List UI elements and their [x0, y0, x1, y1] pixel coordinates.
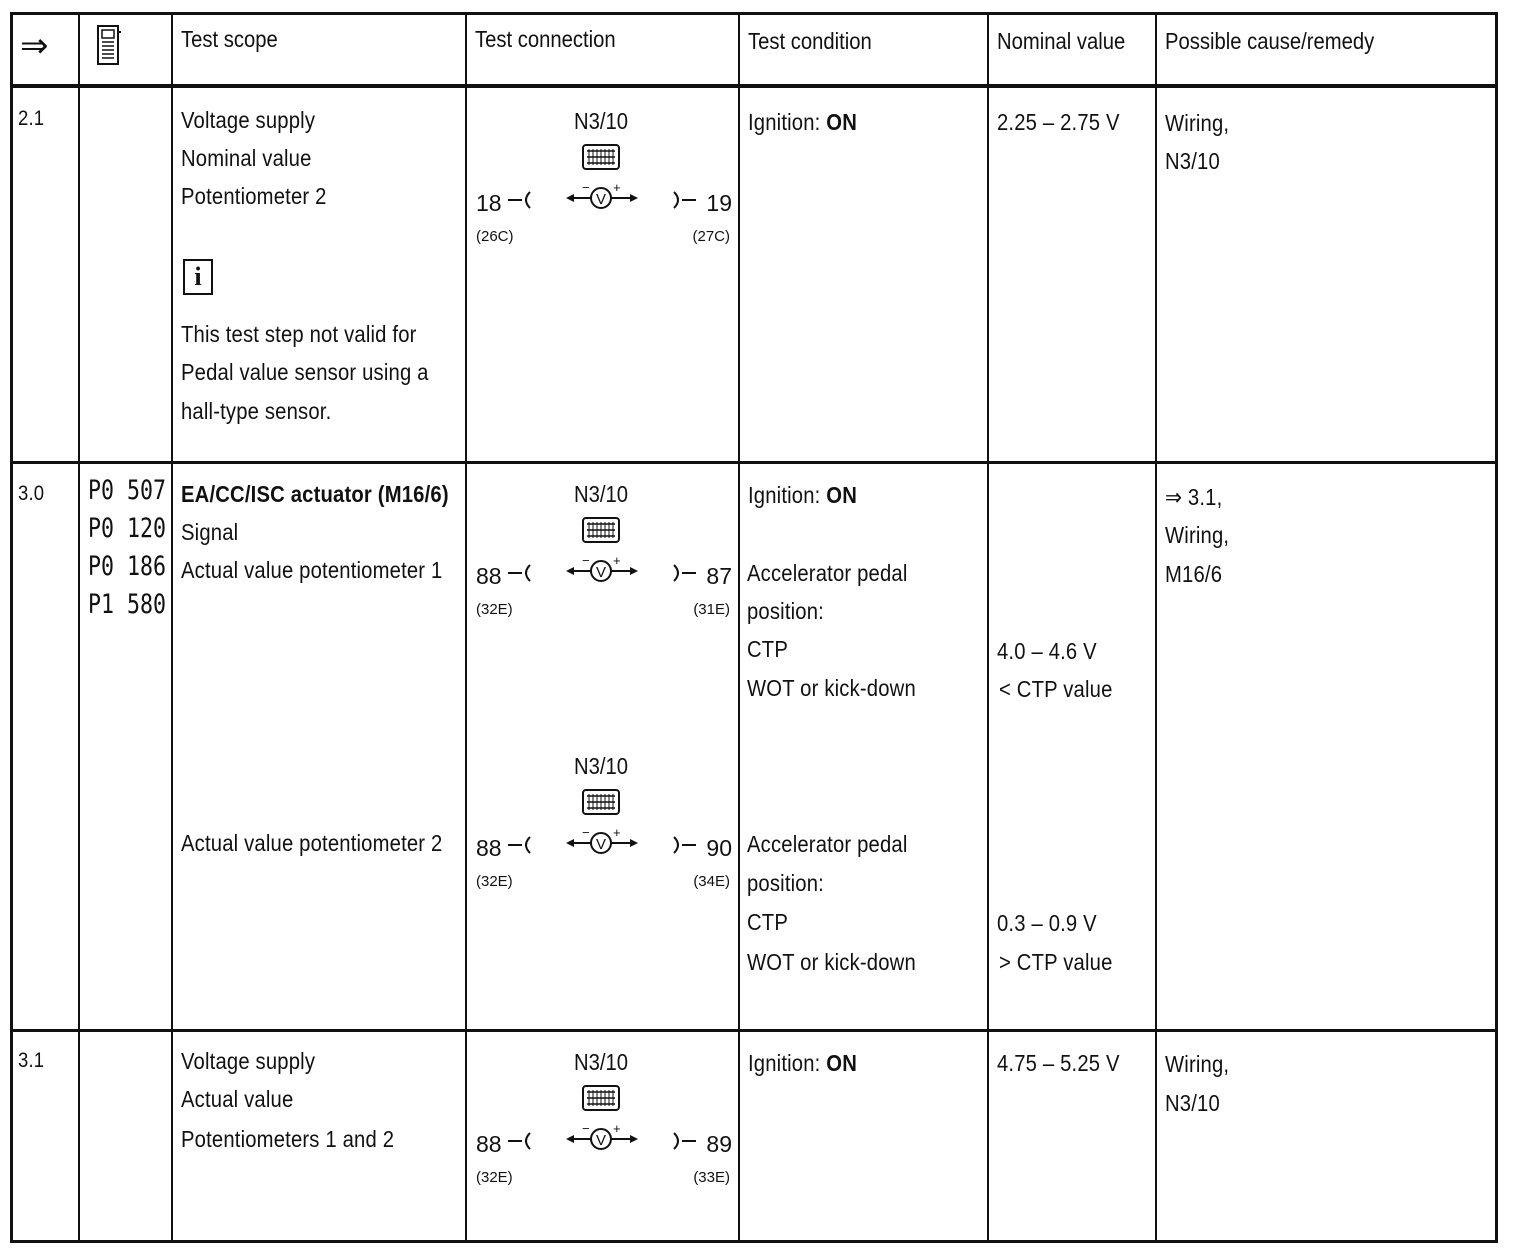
note-line: hall-type sensor. — [181, 398, 332, 424]
info-icon: i — [183, 259, 213, 295]
nominal-value: 0.3 – 0.9 V — [997, 910, 1097, 936]
condition-line: WOT or kick-down — [747, 675, 916, 701]
svg-text:V: V — [596, 191, 607, 208]
condition-line: CTP — [747, 909, 789, 935]
pin-left-sub: (32E) — [476, 873, 513, 890]
pin-right: 89 — [706, 1131, 732, 1157]
connection-diagram — [470, 481, 732, 621]
step-number: 2.1 — [18, 107, 45, 130]
pin-right: 19 — [706, 190, 732, 216]
cause-line: M16/6 — [1165, 561, 1223, 587]
pin-right-sub: (27C) — [692, 228, 730, 245]
pin-left: 18 — [476, 190, 502, 216]
svg-text:−: − — [582, 825, 590, 840]
svg-text:+: + — [613, 553, 621, 568]
pin-right-sub: (33E) — [693, 1169, 730, 1186]
svg-text:−: − — [582, 180, 590, 195]
cause-line: N3/10 — [1165, 148, 1220, 174]
row-divider — [10, 461, 1498, 464]
scope-line: Potentiometers 1 and 2 — [181, 1126, 395, 1152]
scope-line: Actual value — [181, 1086, 294, 1112]
nominal-value: < CTP value — [999, 676, 1113, 702]
voltmeter-icon — [470, 1049, 732, 1189]
cause-line: Wiring, — [1165, 110, 1230, 136]
cause-line: N3/10 — [1165, 1090, 1220, 1116]
condition-line: CTP — [747, 636, 789, 662]
condition-line: WOT or kick-down — [747, 949, 916, 975]
step-number: 3.0 — [18, 482, 45, 505]
column-divider — [78, 12, 80, 1243]
header-nominal-value: Nominal value — [997, 28, 1126, 54]
scope-line: Nominal value — [181, 145, 312, 171]
scope-line: Signal — [181, 519, 239, 545]
condition-value: ON — [826, 482, 857, 508]
row-divider — [10, 1029, 1498, 1032]
svg-text:−: − — [582, 553, 590, 568]
pin-left-sub: (26C) — [476, 228, 514, 245]
voltmeter-icon — [470, 481, 732, 621]
scope-line: Potentiometer 2 — [181, 183, 327, 209]
table-border-top — [10, 12, 1498, 15]
condition-prefix: Ignition: — [748, 1050, 827, 1076]
fault-code: P0 507 — [88, 475, 167, 506]
svg-text:V: V — [596, 1132, 607, 1149]
scope-line: Actual value potentiometer 1 — [181, 557, 443, 583]
svg-text:V: V — [596, 564, 607, 581]
tester-icon — [96, 24, 122, 73]
svg-text:V: V — [596, 836, 607, 853]
pin-right-sub: (31E) — [693, 601, 730, 618]
fault-code: P1 580 — [88, 589, 167, 620]
module-label: N3/10 — [573, 753, 629, 779]
header-divider — [10, 84, 1498, 88]
table-border-right — [1495, 12, 1498, 1243]
table-border-bottom — [10, 1240, 1498, 1243]
column-divider — [738, 12, 740, 1243]
scope-title-text: EA/CC/ISC actuator (M16/6) — [181, 481, 449, 507]
module-label: N3/10 — [573, 108, 629, 134]
scope-line: Voltage supply — [181, 1048, 316, 1074]
condition — [748, 1044, 857, 1082]
cause-line: ⇒ 3.1, — [1165, 484, 1223, 510]
column-divider — [465, 12, 467, 1243]
header-test-connection: Test connection — [475, 26, 616, 52]
header-test-condition: Test condition — [748, 28, 872, 54]
pin-left: 88 — [476, 563, 502, 589]
module-label: N3/10 — [573, 481, 629, 507]
fault-code: P0 186 — [88, 551, 167, 582]
condition-line: position: — [747, 870, 824, 896]
nominal-value: 4.75 – 5.25 V — [997, 1050, 1120, 1076]
scope-line: Voltage supply — [181, 107, 316, 133]
column-divider — [171, 12, 173, 1243]
column-divider — [1155, 12, 1157, 1243]
nominal-value: 4.0 – 4.6 V — [997, 638, 1097, 664]
pin-left: 88 — [476, 835, 502, 861]
condition — [748, 103, 857, 141]
condition — [748, 476, 857, 514]
pin-right: 87 — [706, 563, 732, 589]
svg-text:−: − — [582, 1121, 590, 1136]
condition-prefix: Ignition: — [748, 482, 827, 508]
header-possible-cause: Possible cause/remedy — [1165, 28, 1375, 54]
header-test-scope: Test scope — [181, 26, 278, 52]
condition-value: ON — [826, 109, 857, 135]
svg-text:+: + — [613, 825, 621, 840]
connection-diagram — [470, 1049, 732, 1189]
connection-diagram — [470, 108, 732, 248]
note-line: Pedal value sensor using a — [181, 359, 429, 385]
scope-title — [181, 475, 449, 513]
condition-line: Accelerator pedal — [747, 560, 908, 586]
cause-line: Wiring, — [1165, 522, 1230, 548]
connection-diagram — [470, 753, 732, 893]
svg-text:+: + — [613, 180, 621, 195]
arrow-icon: ⇒ — [20, 26, 49, 66]
condition-line: position: — [747, 598, 824, 624]
column-divider — [10, 12, 13, 1243]
pin-right: 90 — [706, 835, 732, 861]
scope-line: Actual value potentiometer 2 — [181, 830, 443, 856]
module-label: N3/10 — [573, 1049, 629, 1075]
voltmeter-icon — [470, 108, 732, 248]
cause-line: Wiring, — [1165, 1051, 1230, 1077]
pin-left-sub: (32E) — [476, 1169, 513, 1186]
step-number: 3.1 — [18, 1049, 45, 1072]
fault-code: P0 120 — [88, 513, 167, 544]
pin-left-sub: (32E) — [476, 601, 513, 618]
svg-text:+: + — [613, 1121, 621, 1136]
condition-line: Accelerator pedal — [747, 831, 908, 857]
nominal-value: > CTP value — [999, 949, 1113, 975]
note-line: This test step not valid for — [181, 321, 417, 347]
condition-value: ON — [826, 1050, 857, 1076]
condition-prefix: Ignition: — [748, 109, 827, 135]
nominal-value: 2.25 – 2.75 V — [997, 109, 1120, 135]
pin-left: 88 — [476, 1131, 502, 1157]
pin-right-sub: (34E) — [693, 873, 730, 890]
column-divider — [987, 12, 989, 1243]
voltmeter-icon — [470, 753, 732, 893]
